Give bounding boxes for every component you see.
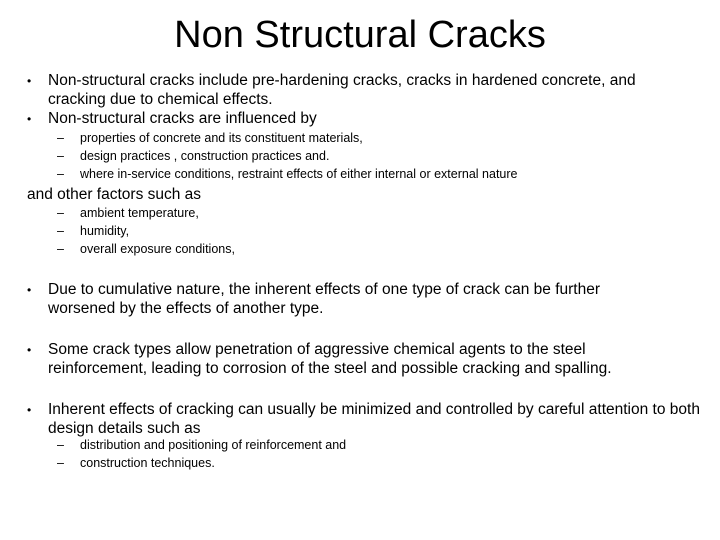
dash-icon: – <box>57 224 64 238</box>
factor-item: humidity, <box>80 224 130 238</box>
dash-icon: – <box>57 131 64 145</box>
intro-paragraph-2: Non-structural cracks are influenced by <box>48 110 317 127</box>
dash-icon: – <box>57 149 64 163</box>
bullet-icon: • <box>27 343 32 357</box>
bullet-icon: • <box>27 283 32 297</box>
point-cumulative: Due to cumulative nature, the inherent effects of one type of crack can be further worsened by the effects of another type. <box>48 281 601 317</box>
bullet-icon: • <box>27 112 32 126</box>
dash-icon: – <box>57 167 64 181</box>
dash-icon: – <box>57 456 64 470</box>
slide-title: Non Structural Cracks <box>174 14 546 56</box>
factor-item: overall exposure conditions, <box>80 242 235 256</box>
influence-item: design practices , construction practices and. <box>80 149 330 163</box>
dash-icon: – <box>57 206 64 220</box>
design-detail-item: construction techniques. <box>80 456 215 470</box>
influence-item: properties of concrete and its constituent materials, <box>80 131 363 145</box>
design-detail-item: distribution and positioning of reinforcement and <box>80 438 347 452</box>
point-minimize: Inherent effects of cracking can usually be minimized and controlled by careful attention to both design details such as <box>48 401 700 437</box>
factor-item: ambient temperature, <box>80 206 199 220</box>
other-factors-heading: and other factors such as <box>27 186 202 203</box>
point-penetration: Some crack types allow penetration of aggressive chemical agents to the steel reinforcement, leading to corrosion of the steel and possible cracking and spalling. <box>48 341 612 377</box>
influence-item: where in-service conditions, restraint effects of either internal or external nature <box>80 167 518 181</box>
dash-icon: – <box>57 438 64 452</box>
dash-icon: – <box>57 242 64 256</box>
intro-paragraph-1: Non-structural cracks include pre-hardening cracks, cracks in hardened concrete, and cracking due to chemical effects. <box>48 72 636 108</box>
bullet-icon: • <box>27 403 32 417</box>
bullet-icon: • <box>27 74 32 88</box>
